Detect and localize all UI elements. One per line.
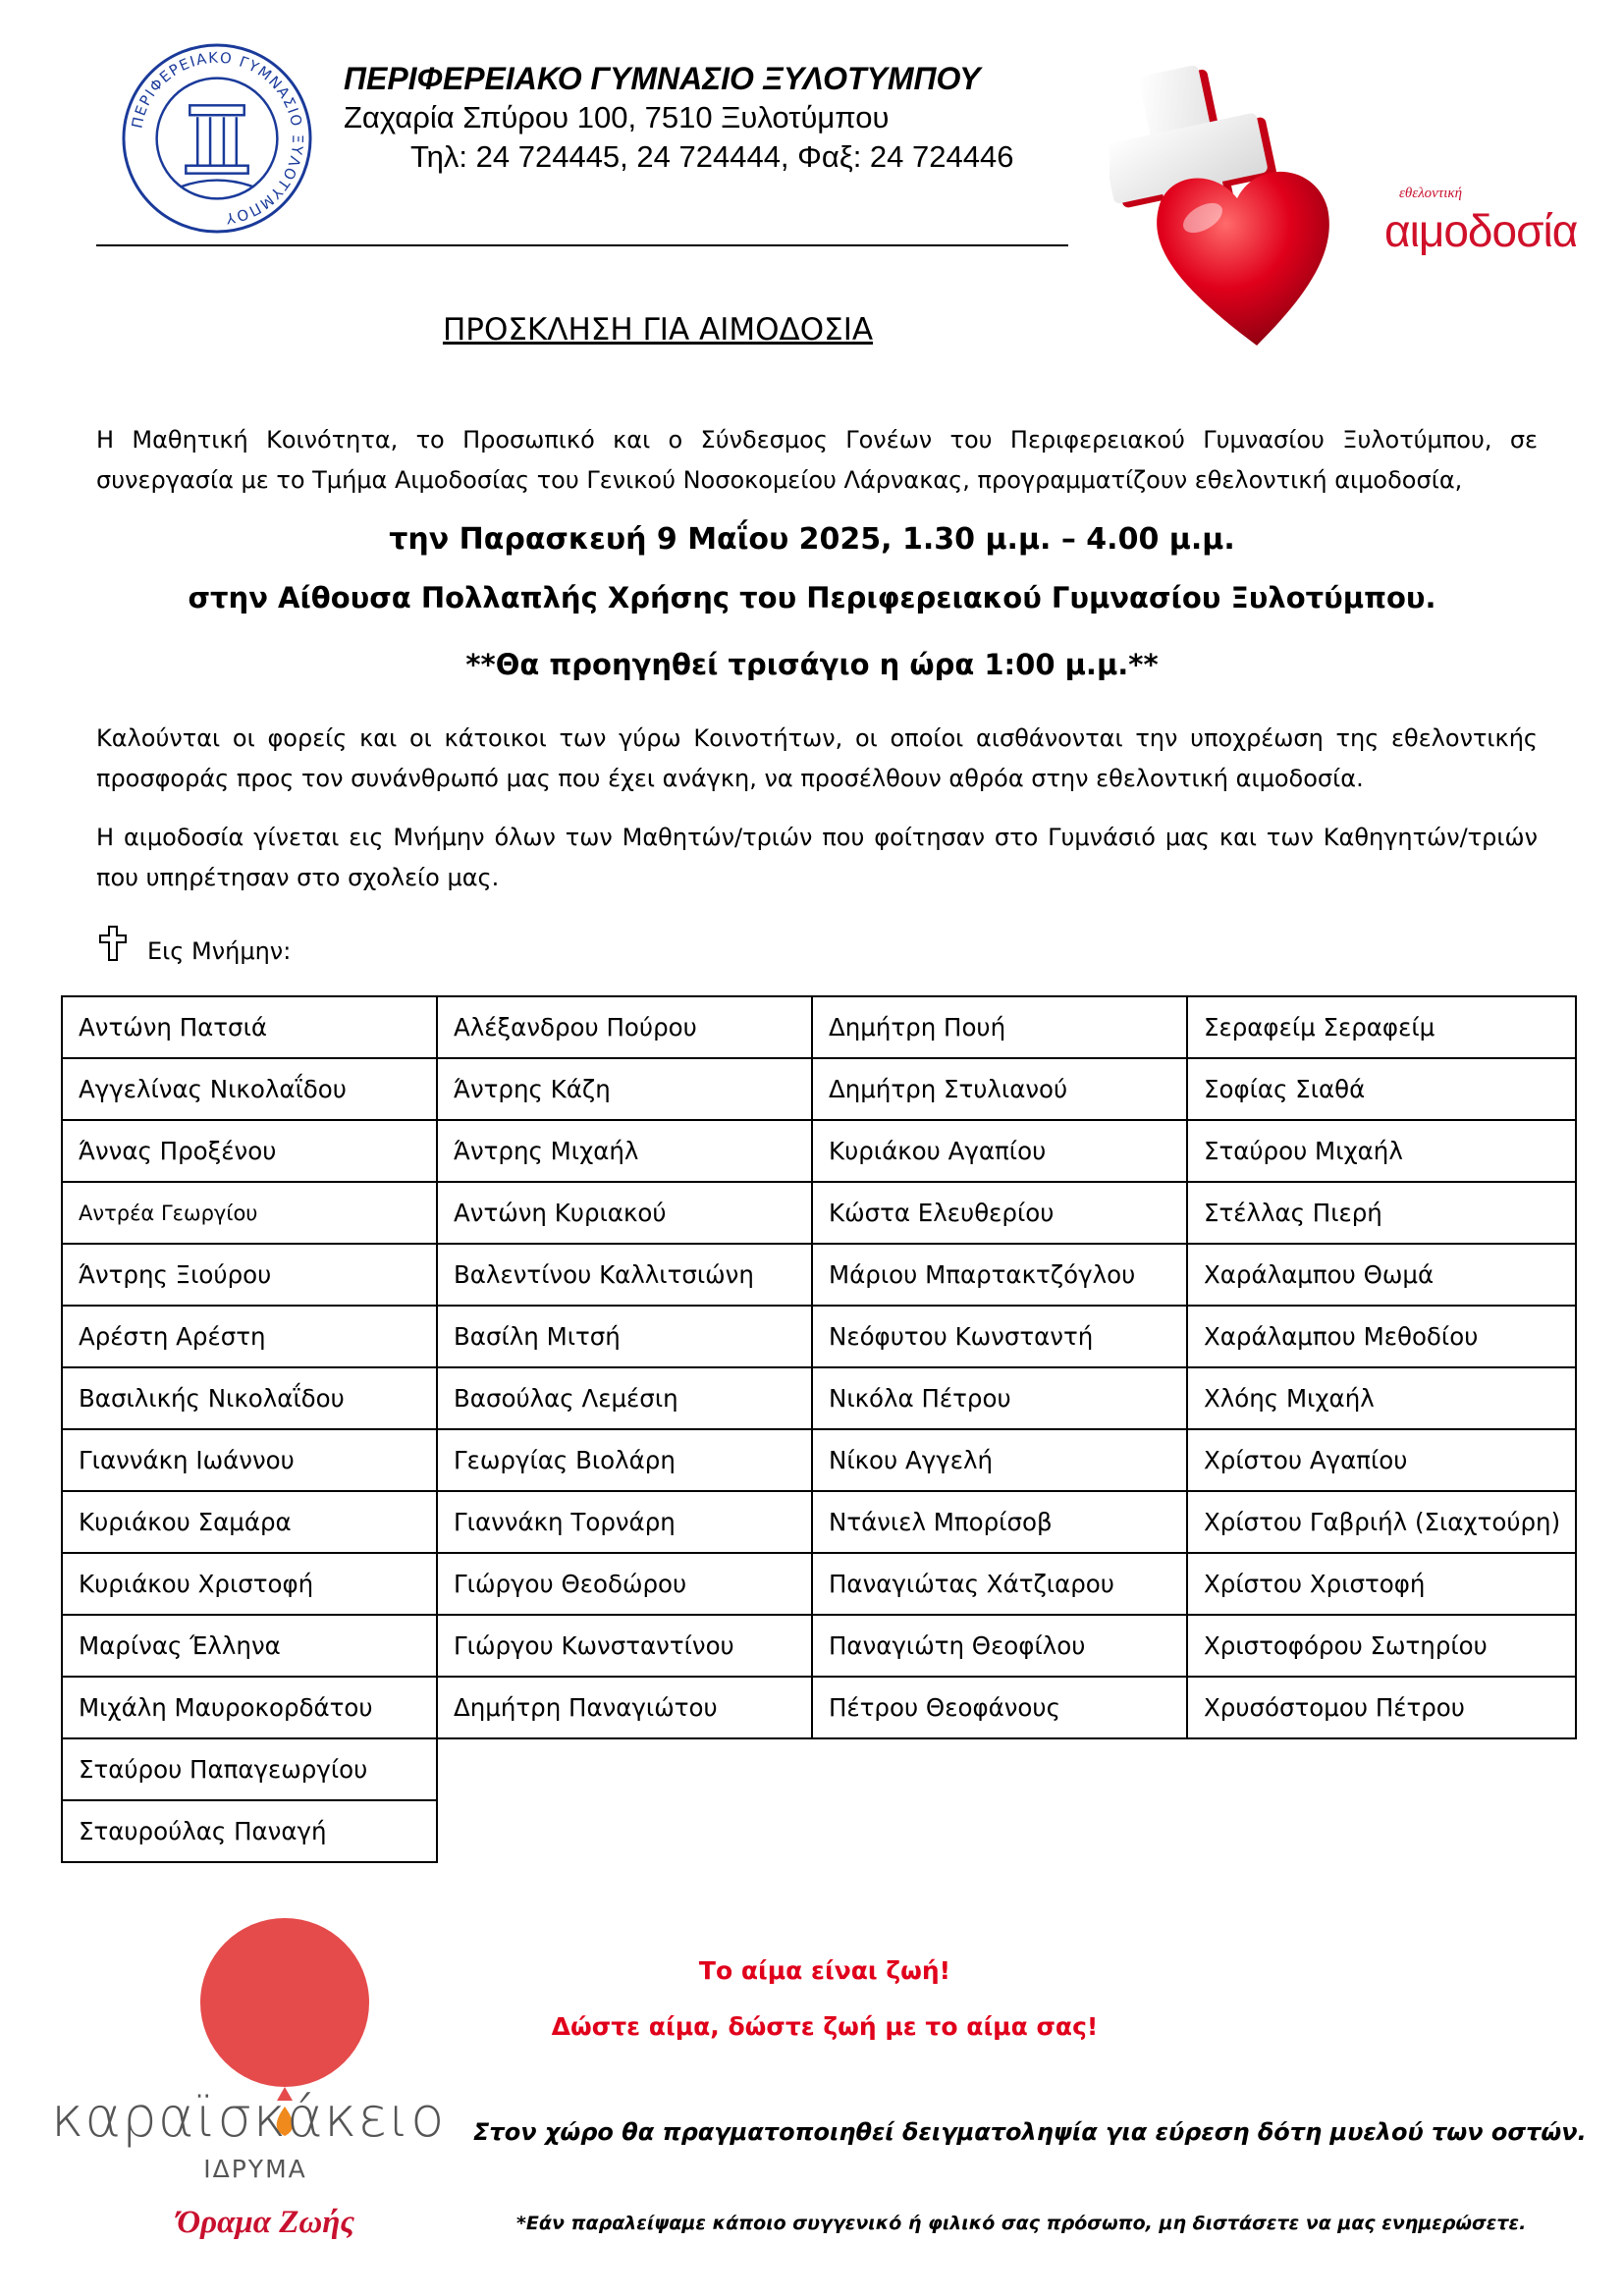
name-cell: Χρίστου Γαβριήλ (Σιαχτούρη) [1187,1491,1576,1553]
heart-cross-icon [1110,61,1345,355]
karaiskakeio-subtitle: ΙΔΡΥΜΑ [203,2155,307,2183]
bone-marrow-note: Στον χώρο θα πραγματοποιηθεί δειγματοληψία για εύρεση δότη μυελού των οστών. [473,2118,1587,2146]
name-cell: Αγγελίνας Νικολαΐδου [62,1058,437,1120]
name-cell: Μιχάλη Μαυροκορδάτου [62,1677,437,1738]
karaiskakeio-name: καραϊσκάκειο [51,2086,446,2150]
name-cell: Άντρης Μιχαήλ [437,1120,812,1182]
name-cell: Κώστα Ελευθερίου [812,1182,1187,1244]
name-cell: Γεωργίας Βιολάρη [437,1429,812,1491]
table-row [62,1491,1576,1553]
table-row [62,1800,1576,1862]
name-cell: Μάριου Μπαρτακτζόγλου [812,1244,1187,1306]
name-cell: Χρίστου Αγαπίου [1187,1429,1576,1491]
name-cell: Σταυρούλας Παναγή [62,1800,437,1862]
name-cell: Σοφίας Σιαθά [1187,1058,1576,1120]
name-cell: Παναγιώτας Χάτζιαρου [812,1553,1187,1615]
memorial-names-table [61,995,1577,1863]
name-cell: Παναγιώτη Θεοφίλου [812,1615,1187,1677]
name-cell: Βασιλικής Νικολαΐδου [62,1367,437,1429]
empty-cell [812,1738,1187,1800]
name-cell: Άννας Προξένου [62,1120,437,1182]
name-cell: Σταύρου Παπαγεωργίου [62,1738,437,1800]
name-cell: Χρίστου Χριστοφή [1187,1553,1576,1615]
cross-icon [98,925,128,962]
name-cell: Δημήτρη Πουή [812,996,1187,1058]
name-cell: Κυριάκου Σαμάρα [62,1491,437,1553]
name-cell: Δημήτρη Στυλιανού [812,1058,1187,1120]
table-row [62,1306,1576,1367]
call-paragraph: Καλούνται οι φορείς και οι κάτοικοι των γύρω Κοινοτήτων, οι οποίοι αισθάνονται την υποχρέωση της εθελοντικής προσφοράς προς τον συνάνθρωπό μας που έχει ανάγκη, να προσέλθουν αθρόα στην εθελοντική αιμοδοσία. [96,724,1538,792]
table-row [62,1182,1576,1244]
karaiskakeio-vision: Όραμα Ζωής [177,2205,355,2240]
name-cell: Κυριάκου Χριστοφή [62,1553,437,1615]
name-cell: Βαλεντίνου Καλλιτσιώνη [437,1244,812,1306]
name-cell: Αρέστη Αρέστη [62,1306,437,1367]
name-cell: Χλόης Μιχαήλ [1187,1367,1576,1429]
name-cell: Γιαννάκη Ιωάννου [62,1429,437,1491]
name-cell: Αντώνη Πατσιά [62,996,437,1058]
name-cell: Άντρης Κάζη [437,1058,812,1120]
slogan-life: Το αίμα είναι ζωή! [698,1956,951,1985]
name-cell: Γιώργου Θεοδώρου [437,1553,812,1615]
intro-paragraph: Η Μαθητική Κοινότητα, το Προσωπικό και ο Σύνδεσμος Γονέων του Περιφερειακού Γυμνασίου Ξυλοτύμπου, σε συνεργασία με το Τμήμα Αιμοδοσίας του Γενικού Νοσοκομείου Λάρνακας, προγραμματίζουν εθελοντική αιμοδοσία, [96,426,1538,494]
name-cell: Κυριάκου Αγαπίου [812,1120,1187,1182]
empty-cell [1187,1738,1576,1800]
school-phones: Τηλ: 24 724445, 24 724444, Φαξ: 24 724446 [410,139,1014,174]
name-cell: Σταύρου Μιχαήλ [1187,1120,1576,1182]
name-cell: Χριστοφόρου Σωτηρίου [1187,1615,1576,1677]
event-date-time: την Παρασκευή 9 Μαΐου 2025, 1.30 μ.μ. – 4.00 μ.μ. [389,522,1235,557]
school-address: Ζαχαρία Σπύρου 100, 7510 Ξυλοτύμπου [344,100,890,134]
table-row [62,1244,1576,1306]
name-cell: Χρυσόστομου Πέτρου [1187,1677,1576,1738]
logo-word: αιμοδοσία [1384,205,1578,256]
header-divider [96,244,1068,246]
empty-cell [1187,1800,1576,1862]
table-row [62,1120,1576,1182]
footnote: *Εάν παραλείψαμε κάποιο συγγενικό ή φιλικό σας πρόσωπο, μη διστάσετε να μας ενημερώσετε. [516,2213,1527,2234]
table-row [62,1429,1576,1491]
table-row [62,996,1576,1058]
svg-text:ΠΕΡΙΦΕΡΕΙΑΚΟ ΓΥΜΝΑΣΙΟ ΞΥΛΟΤΥΜΠ: ΠΕΡΙΦΕΡΕΙΑΚΟ ΓΥΜΝΑΣΙΟ ΞΥΛΟΤΥΜΠΟΥ [128,48,307,228]
name-cell: Γιώργου Κωνσταντίνου [437,1615,812,1677]
dedication-paragraph: Η αιμοδοσία γίνεται εις Μνήμην όλων των Μαθητών/τριών που φοίτησαν στο Γυμνάσιό μας και των Καθηγητών/τριών που υπηρέτησαν στο σχολείο μας. [96,824,1538,891]
name-cell: Βασίλη Μιτσή [437,1306,812,1367]
slogan-give-blood: Δώστε αίμα, δώστε ζωή με το αίμα σας! [551,2012,1099,2041]
name-cell: Χαράλαμπου Μεθοδίου [1187,1306,1576,1367]
name-cell: Στέλλας Πιερή [1187,1182,1576,1244]
name-cell: Σεραφείμ Σεραφείμ [1187,996,1576,1058]
table-row [62,1058,1576,1120]
name-cell: Αντρέα Γεωργίου [62,1182,437,1244]
table-row [62,1677,1576,1738]
event-memorial: **Θα προηγηθεί τρισάγιο η ώρα 1:00 μ.μ.** [465,648,1159,681]
table-row [62,1615,1576,1677]
empty-cell [437,1800,812,1862]
name-cell: Άντρης Ξιούρου [62,1244,437,1306]
name-cell: Πέτρου Θεοφάνους [812,1677,1187,1738]
school-name: ΠΕΡΙΦΕΡΕΙΑΚΟ ΓΥΜΝΑΣΙΟ ΞΥΛΟΤΥΜΠΟΥ [344,61,981,96]
empty-cell [437,1738,812,1800]
name-cell: Νίκου Αγγελή [812,1429,1187,1491]
logo-small-text: εθελοντική [1399,186,1463,201]
name-cell: Δημήτρη Παναγιώτου [437,1677,812,1738]
event-location: στην Αίθουσα Πολλαπλής Χρήσης του Περιφερειακού Γυμνασίου Ξυλοτύμπου. [188,581,1436,614]
table-row [62,1553,1576,1615]
name-cell: Χαράλαμπου Θωμά [1187,1244,1576,1306]
document-title: ΠΡΟΣΚΛΗΣΗ ΓΙΑ ΑΙΜΟΔΟΣΙΑ [442,312,874,347]
name-cell: Νικόλα Πέτρου [812,1367,1187,1429]
empty-cell [812,1800,1187,1862]
name-cell: Βασούλας Λεμέσιη [437,1367,812,1429]
name-cell: Αντώνη Κυριακού [437,1182,812,1244]
name-cell: Γιαννάκη Τορνάρη [437,1491,812,1553]
name-cell: Νεόφυτου Κωνσταντή [812,1306,1187,1367]
school-seal-icon [120,41,314,236]
name-cell: Μαρίνας Έλληνα [62,1615,437,1677]
table-row [62,1367,1576,1429]
name-cell: Ντάνιελ Μπορίσοβ [812,1491,1187,1553]
name-cell: Αλέξανδρου Πούρου [437,996,812,1058]
memory-label: Εις Μνήμην: [147,937,292,965]
table-row [62,1738,1576,1800]
